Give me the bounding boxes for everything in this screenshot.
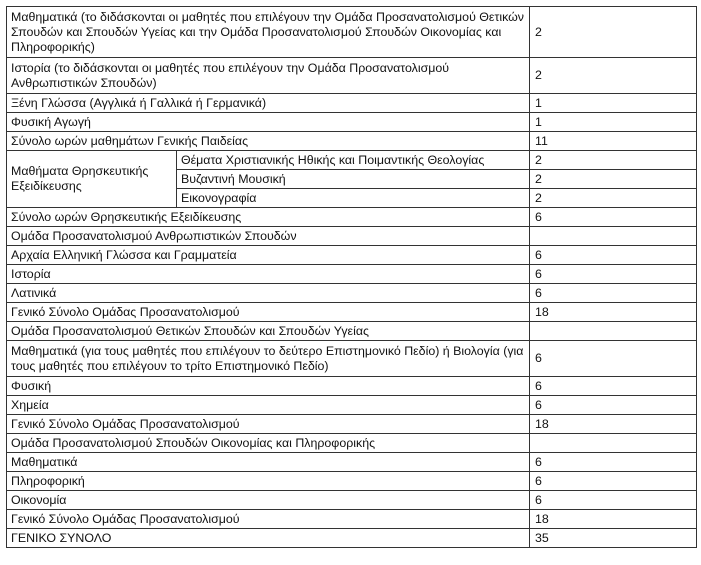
- row-value: [530, 434, 697, 453]
- row-label: Ιστορία (το διδάσκονται οι μαθητές που επιλέγουν την Ομάδα Προσανατολισμού Ανθρωπιστικών Σπουδών): [7, 58, 530, 94]
- row-label: Οικονομία: [7, 491, 530, 510]
- table-row: [7, 58, 697, 94]
- table-row: [7, 303, 697, 322]
- section-heading: Ομάδα Προσανατολισμού Σπουδών Οικονομίας και Πληροφορικής: [7, 434, 530, 453]
- table-row: [7, 341, 697, 377]
- table-row: [7, 227, 697, 246]
- row-value: 2: [530, 189, 697, 208]
- row-value: 2: [530, 7, 697, 58]
- row-value: 18: [530, 415, 697, 434]
- row-value: 1: [530, 113, 697, 132]
- table-row: [7, 377, 697, 396]
- row-value: 6: [530, 377, 697, 396]
- row-value: 18: [530, 510, 697, 529]
- table-row: [7, 322, 697, 341]
- grand-total-value: 35: [530, 529, 697, 548]
- table-row: [7, 510, 697, 529]
- row-label: Γενικό Σύνολο Ομάδας Προσανατολισμού: [7, 415, 530, 434]
- row-value: 2: [530, 151, 697, 170]
- religious-group-label: Μαθήματα Θρησκευτικής Εξειδίκευσης: [7, 151, 177, 208]
- row-label: Μαθηματικά (το διδάσκονται οι μαθητές που επιλέγουν την Ομάδα Προσανατολισμού Θετικών Σπουδών και Σπουδών Υγείας και την Ομάδα Προσανατολισμού Σπουδών Οικονομίας και Πληροφορικής): [7, 7, 530, 58]
- table-row: [7, 151, 697, 170]
- row-value: 6: [530, 491, 697, 510]
- table-row: [7, 208, 697, 227]
- row-value: 18: [530, 303, 697, 322]
- row-value: 6: [530, 284, 697, 303]
- row-label: Εικονογραφία: [177, 189, 530, 208]
- table-row: [7, 246, 697, 265]
- row-value: [530, 227, 697, 246]
- row-label: Θέματα Χριστιανικής Ηθικής και Ποιμαντικής Θεολογίας: [177, 151, 530, 170]
- section-heading: Ομάδα Προσανατολισμού Ανθρωπιστικών Σπουδών: [7, 227, 530, 246]
- row-value: 11: [530, 132, 697, 151]
- row-label: Γενικό Σύνολο Ομάδας Προσανατολισμού: [7, 303, 530, 322]
- row-value: 6: [530, 265, 697, 284]
- row-value: 2: [530, 58, 697, 94]
- table-row: [7, 491, 697, 510]
- table-row: [7, 265, 697, 284]
- table-row: [7, 434, 697, 453]
- table-row: [7, 284, 697, 303]
- row-value: 6: [530, 208, 697, 227]
- row-label: Αρχαία Ελληνική Γλώσσα και Γραμματεία: [7, 246, 530, 265]
- table-row: [7, 7, 697, 58]
- table-row: [7, 453, 697, 472]
- row-value: 6: [530, 341, 697, 377]
- row-label: Φυσική: [7, 377, 530, 396]
- row-label: Χημεία: [7, 396, 530, 415]
- row-label: Λατινικά: [7, 284, 530, 303]
- row-value: 2: [530, 170, 697, 189]
- row-label: Σύνολο ωρών Θρησκευτικής Εξειδίκευσης: [7, 208, 530, 227]
- row-value: 6: [530, 246, 697, 265]
- section-heading: Ομάδα Προσανατολισμού Θετικών Σπουδών και Σπουδών Υγείας: [7, 322, 530, 341]
- row-value: 1: [530, 94, 697, 113]
- row-label: Ξένη Γλώσσα (Αγγλικά ή Γαλλικά ή Γερμανικά): [7, 94, 530, 113]
- row-label: Πληροφορική: [7, 472, 530, 491]
- grand-total-label: ΓΕΝΙΚΟ ΣΥΝΟΛΟ: [7, 529, 530, 548]
- row-label: Μαθηματικά (για τους μαθητές που επιλέγουν το δεύτερο Επιστημονικό Πεδίο) ή Βιολογία (για τους μαθητές που επιλέγουν το τρίτο Επιστημονικό Πεδίο): [7, 341, 530, 377]
- table-row: [7, 472, 697, 491]
- table-row: [7, 415, 697, 434]
- row-label: Φυσική Αγωγή: [7, 113, 530, 132]
- table-row: [7, 132, 697, 151]
- row-label: Μαθηματικά: [7, 453, 530, 472]
- row-value: 6: [530, 453, 697, 472]
- row-label: Γενικό Σύνολο Ομάδας Προσανατολισμού: [7, 510, 530, 529]
- row-value: 6: [530, 472, 697, 491]
- table-row: [7, 396, 697, 415]
- hours-table: [6, 6, 697, 548]
- row-label: Ιστορία: [7, 265, 530, 284]
- table-row: [7, 529, 697, 548]
- table-row: [7, 113, 697, 132]
- row-label: Σύνολο ωρών μαθημάτων Γενικής Παιδείας: [7, 132, 530, 151]
- row-value: 6: [530, 396, 697, 415]
- row-label: Βυζαντινή Μουσική: [177, 170, 530, 189]
- table-row: [7, 94, 697, 113]
- row-value: [530, 322, 697, 341]
